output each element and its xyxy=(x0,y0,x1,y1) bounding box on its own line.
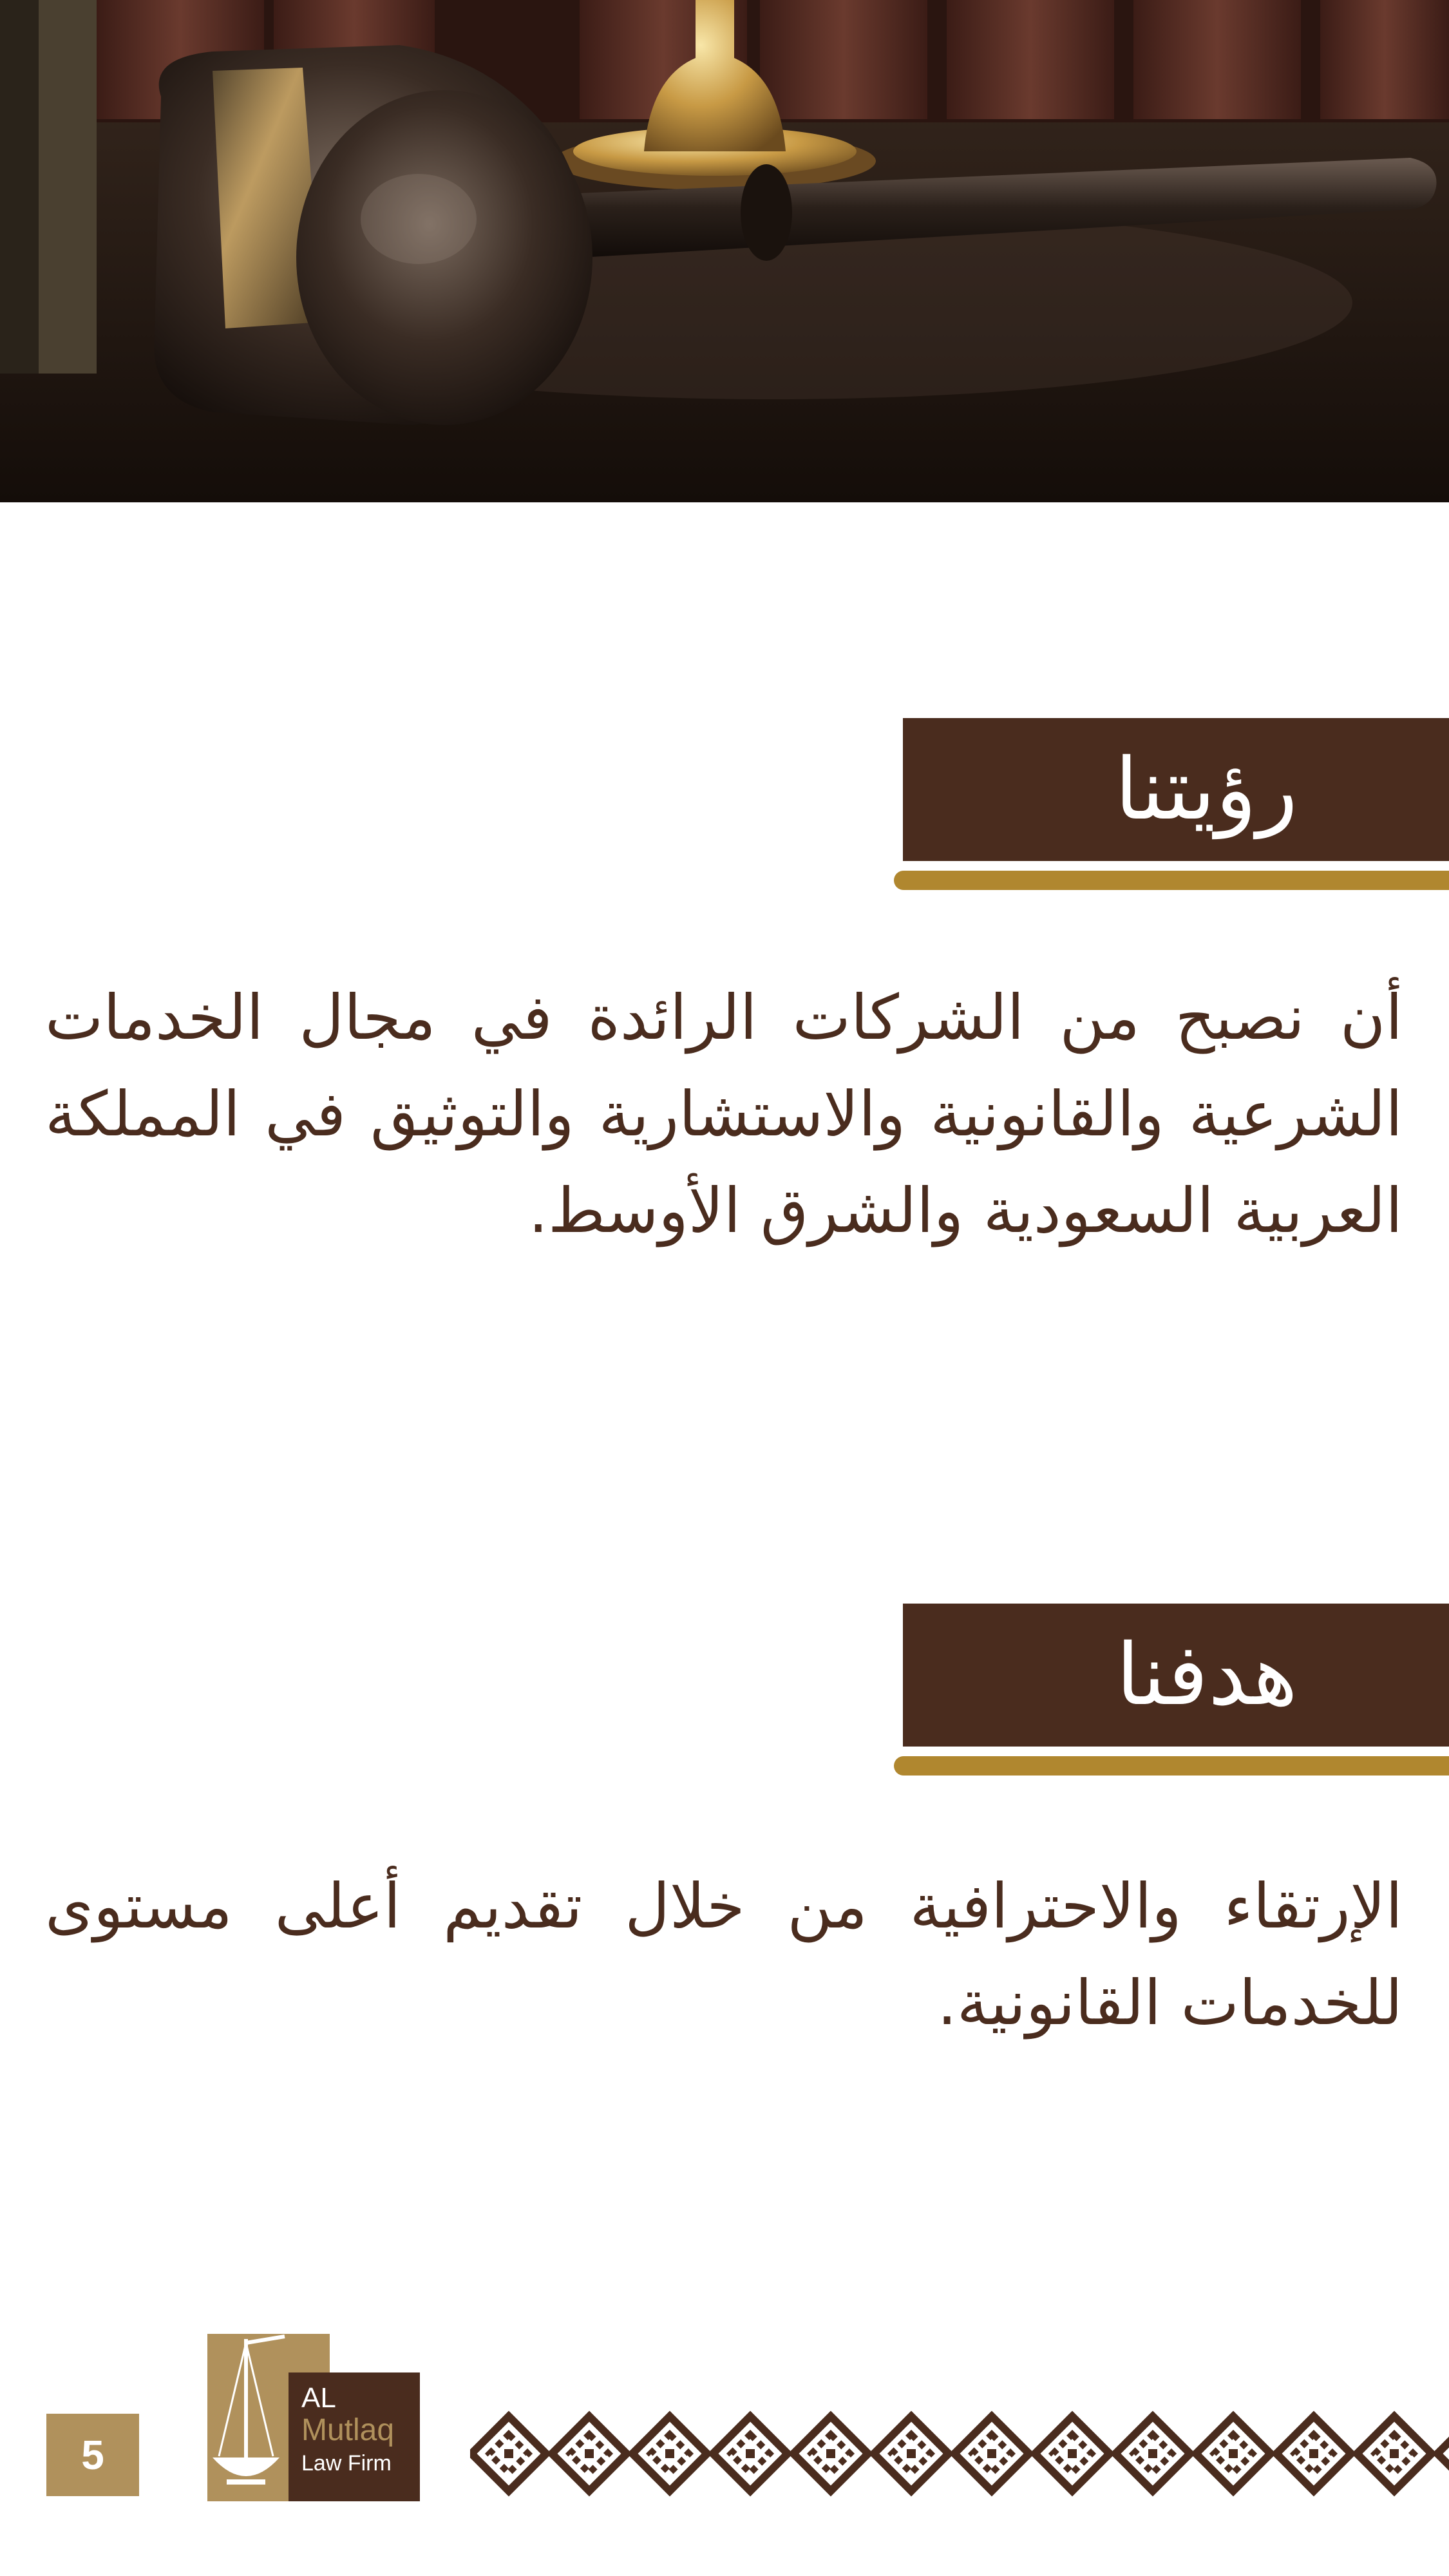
greek-key-border xyxy=(470,2409,1449,2499)
mission-heading xyxy=(903,1604,1449,1747)
greek-key-motif xyxy=(1035,2416,1110,2491)
logo-al: AL xyxy=(301,2382,336,2414)
greek-key-motif xyxy=(1276,2416,1351,2491)
greek-key-motif xyxy=(713,2416,788,2491)
greek-key-motif xyxy=(793,2416,868,2491)
mission-heading-text: هدفنا xyxy=(1115,1625,1298,1725)
logo-law-firm: Law Firm xyxy=(301,2451,392,2476)
vision-heading xyxy=(903,718,1449,861)
greek-key-motif xyxy=(1357,2416,1432,2491)
greek-key-pattern-icon xyxy=(470,2409,1449,2499)
vision-paragraph: أن نصبح من الشركات الرائدة في مجال الخدمات الشرعية والقانونية والاستشارية والتوثيق في المملكة العربية السعودية والشرق الأوسط. xyxy=(45,981,1403,1247)
page-number: 5 xyxy=(46,2414,139,2496)
mission-underline xyxy=(894,1756,1449,1776)
vision-underline xyxy=(894,871,1449,890)
logo-mutlaq: Mutlaq xyxy=(301,2413,395,2447)
greek-key-motif xyxy=(1115,2416,1190,2491)
greek-key-motif xyxy=(874,2416,949,2491)
gavel-icon xyxy=(0,0,1449,502)
greek-key-motif xyxy=(1196,2416,1271,2491)
mission-paragraph: الإرتقاء والاحترافية من خلال تقديم أعلى مستوى للخدمات القانونية. xyxy=(45,1870,1403,2039)
logo-brown-block xyxy=(289,2372,420,2501)
greek-key-motif xyxy=(552,2416,627,2491)
vision-heading-text: رؤيتنا xyxy=(1114,740,1298,839)
firm-logo xyxy=(207,2334,420,2501)
greek-key-motif xyxy=(471,2416,546,2491)
greek-key-motif xyxy=(954,2416,1029,2491)
greek-key-motif xyxy=(1437,2416,1449,2491)
greek-key-motif xyxy=(632,2416,707,2491)
hero-gavel-image xyxy=(0,0,1449,502)
